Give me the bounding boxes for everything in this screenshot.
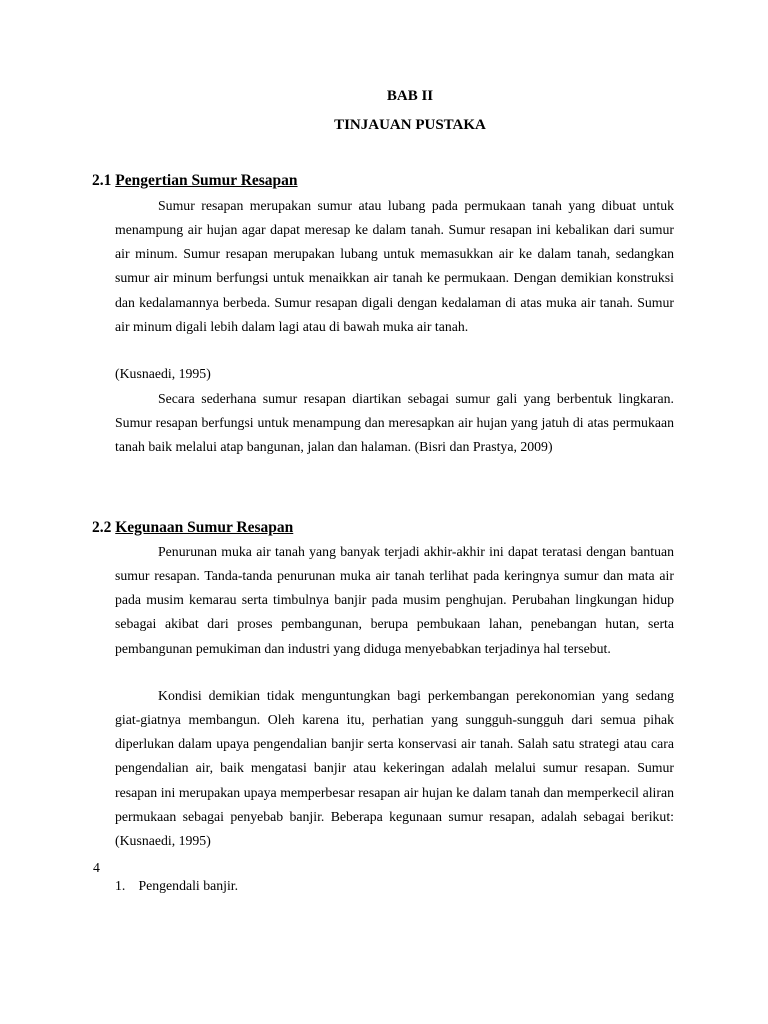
list-text: Pengendali banjir. — [138, 878, 239, 893]
page-number: 4 — [93, 860, 100, 875]
section-title: Kegunaan Sumur Resapan — [115, 519, 294, 536]
paragraph: Sumur resapan merupakan sumur atau lubang pada permukaan tanah yang dibuat untuk menampung air hujan agar dapat meresap ke dalam tanah. Sumur resapan ini kebalikan dari sumur air minum. Sumur resapan merupakan lubang untuk memasukkan air ke dalam tanah, sedangkan sumur air minum berfungsi untuk menaikkan air tanah ke permukaan. Dengan demikian konstruksi dan kedalamannya berbeda. Sumur resapan digali dengan kedalaman di atas muka air tanah. Sumur air minum digali lebih dalam lagi atau di bawah muka air tanah. — [115, 198, 674, 334]
section-heading-2-2 — [92, 519, 293, 537]
paragraph: Kondisi demikian tidak menguntungkan bagi perkembangan perekonomian yang sedang giat-giatnya membangun. Oleh karena itu, perhatian yang sungguh-sungguh dari semua pihak diperlukan dalam upaya pengendalian banjir serta konservasi air tanah. Salah satu strategi atau cara pengendalian air, baik mengatasi banjir atau kekeringan adalah melalui sumur resapan. Sumur resapan ini merupakan upaya memperbesar resapan air hujan ke dalam tanah dan memperkecil aliran permukaan sebagai penyebab banjir. Beberapa kegunaan sumur resapan, adalah sebagai berikut: (Kusnaedi, 1995) — [115, 688, 674, 848]
paragraph: Secara sederhana sumur resapan diartikan sebagai sumur gali yang berbentuk lingkaran. Sumur resapan berfungsi untuk menampung dan meresapkan air hujan yang jatuh di atas permukaan tanah baik melalui atap bangunan, jalan dan halaman. (Bisri dan Prastya, 2009) — [115, 391, 674, 455]
section-number: 2.1 — [92, 172, 112, 189]
chapter-title: TINJAUAN PUSTAKA — [334, 117, 486, 133]
list-number: 1. — [115, 878, 126, 893]
section-number: 2.2 — [92, 519, 112, 536]
list-item — [115, 878, 238, 894]
paragraph: Penurunan muka air tanah yang banyak terjadi akhir-akhir ini dapat teratasi dengan bantuan sumur resapan. Tanda-tanda penurunan muka air tanah terlihat pada keringnya sumur dan mata air pada musim kemarau serta timbulnya banjir pada musim penghujan. Perubahan lingkungan hidup sebagai akibat dari proses pembangunan, berupa pembukaan lahan, penebangan hutan, serta pembangunan pemukiman dan industri yang diduga menyebabkan terjadinya hal tersebut. — [115, 544, 674, 656]
citation: (Kusnaedi, 1995) — [115, 366, 211, 381]
chapter-label: BAB II — [386, 88, 434, 104]
section-title: Pengertian Sumur Resapan — [115, 172, 298, 189]
section-heading-2-1 — [92, 172, 298, 190]
